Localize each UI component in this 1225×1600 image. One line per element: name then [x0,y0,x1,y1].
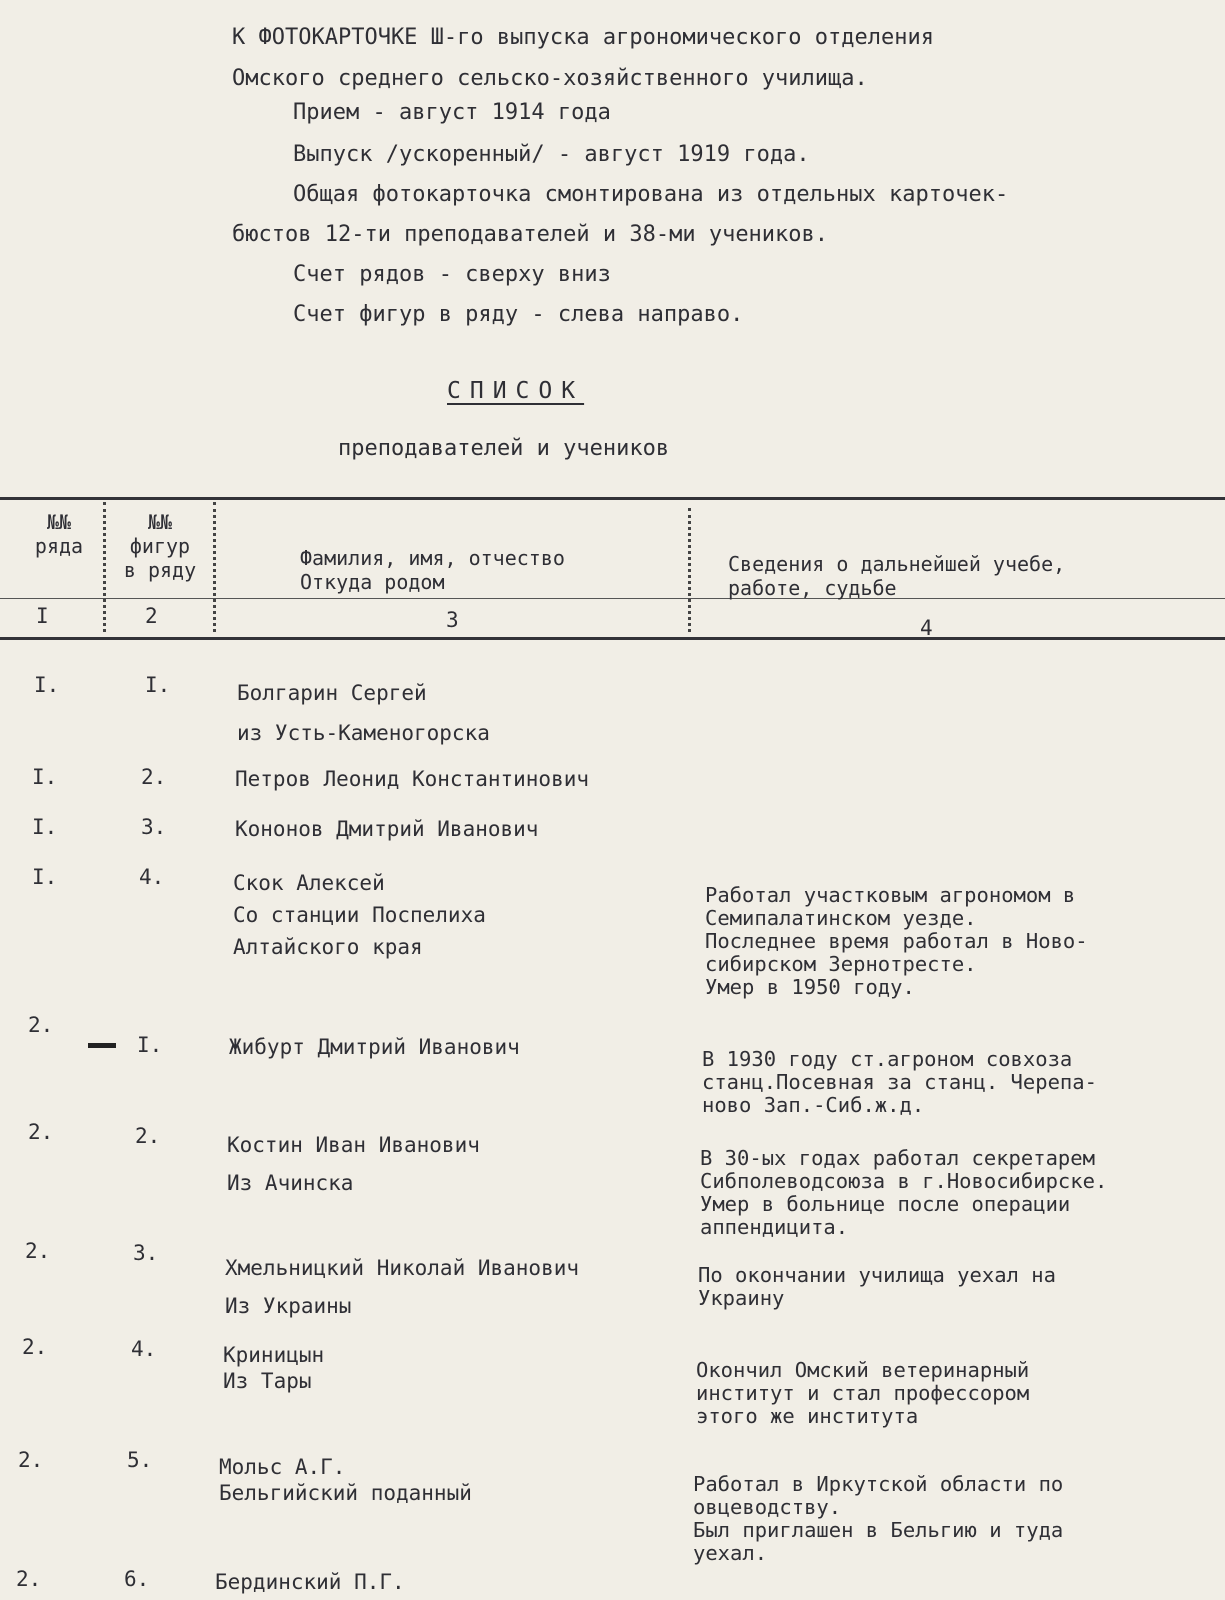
column-number-2: 2 [145,604,158,628]
column-header-row: №№ ряда [34,510,84,558]
table-person-info: Работал в Иркутской области по овцеводству. Был приглашен в Бельгию и туда уехал. [693,1472,1064,1565]
column-number-4: 4 [920,616,933,640]
table-top-rule [0,497,1225,500]
header-line-7: Счет рядов - сверху вниз [293,262,611,287]
table-figure-number: I. [137,1033,163,1057]
table-person-name: Костин Иван Иванович Из Ачинска [227,1133,480,1195]
list-subtitle: преподавателей и учеников [338,436,670,461]
column-header-name: Фамилия, имя, отчество Откуда родом [300,546,565,594]
column-header-info: Сведения о дальнейшей учебе, работе, судьбе [728,552,1066,600]
table-row-number: 2. [22,1335,48,1359]
table-figure-number: I. [145,673,171,697]
table-person-name: Скок Алексей Со станции Поспелиха Алтайского края [233,871,486,959]
header-line-1: К ФОТОКАРТОЧКЕ Ш-го выпуска агрономического отделения [232,25,934,50]
table-figure-number: 4. [131,1337,157,1361]
column-number-1: I [36,604,49,628]
table-person-name: Мольс А.Г. Бельгийский поданный [219,1455,472,1505]
table-body-rule [0,637,1225,640]
table-person-name: Петров Леонид Константинович [235,767,590,791]
column-separator-1 [103,502,106,632]
table-person-name: Кононов Дмитрий Иванович [235,817,539,841]
column-separator-2 [213,502,216,632]
table-figure-number: 3. [141,815,167,839]
table-person-name: Бердинский П.Г. [215,1570,405,1594]
header-line-8: Счет фигур в ряду - слева направо. [293,302,744,327]
header-line-3: Прием - август 1914 года [293,100,611,125]
header-line-4: Выпуск /ускоренный/ - август 1919 года. [293,142,810,167]
table-person-info: В 30-ых годах работал секретарем Сибполеводсоюза в г.Новосибирске. Умер в больнице после операции аппендицита. [700,1146,1108,1239]
column-separator-3 [688,508,691,632]
header-line-6: бюстов 12-ти преподавателей и 38-ми учеников. [232,222,829,247]
table-figure-number: 5. [127,1448,153,1472]
table-person-info: В 1930 году ст.агроном совхоза станц.Посевная за станц. Черепа- ново Зап.-Сиб.ж.д. [702,1047,1097,1117]
list-title: СПИСОК [447,378,585,404]
table-row-number: I. [32,815,58,839]
table-person-info: Работал участковым агрономом в Семипалатинском уезде. Последнее время работал в Ново- сибирском Зернотресте. Умер в 1950 году. [705,883,1088,999]
table-row-number: 2. [25,1239,51,1263]
header-line-5: Общая фотокарточка смонтирована из отдельных карточек- [293,182,1009,207]
table-row-number: 2. [16,1567,42,1591]
column-number-3: 3 [446,608,459,632]
table-row-number: I. [32,765,58,789]
table-row-number: 2. [28,1120,54,1144]
table-figure-number: 6. [124,1567,150,1591]
table-row-number: 2. [18,1448,44,1472]
table-person-info: По окончании училища уехал на Украину [698,1263,1056,1310]
table-row-number: I. [34,673,60,697]
table-figure-number: 2. [141,765,167,789]
table-figure-number: 3. [133,1241,159,1265]
table-row-number: 2. [28,1013,54,1037]
table-person-name: Жибурт Дмитрий Иванович [229,1035,520,1059]
table-person-name: Хмельницкий Николай Иванович Из Украины [225,1256,580,1318]
table-person-name: Криницын Из Тары [223,1343,325,1393]
dash-mark [88,1043,116,1048]
column-header-figure: №№ фигур в ряду [123,510,197,582]
table-person-name: Болгарин Сергей из Усть-Каменогорска [237,681,490,745]
table-row-number: I. [32,865,58,889]
table-person-info: Окончил Омский ветеринарный институт и стал профессором этого же института [696,1358,1030,1428]
header-line-2: Омского среднего сельско-хозяйственного училища. [232,66,868,91]
table-figure-number: 2. [135,1124,161,1148]
table-figure-number: 4. [139,865,165,889]
